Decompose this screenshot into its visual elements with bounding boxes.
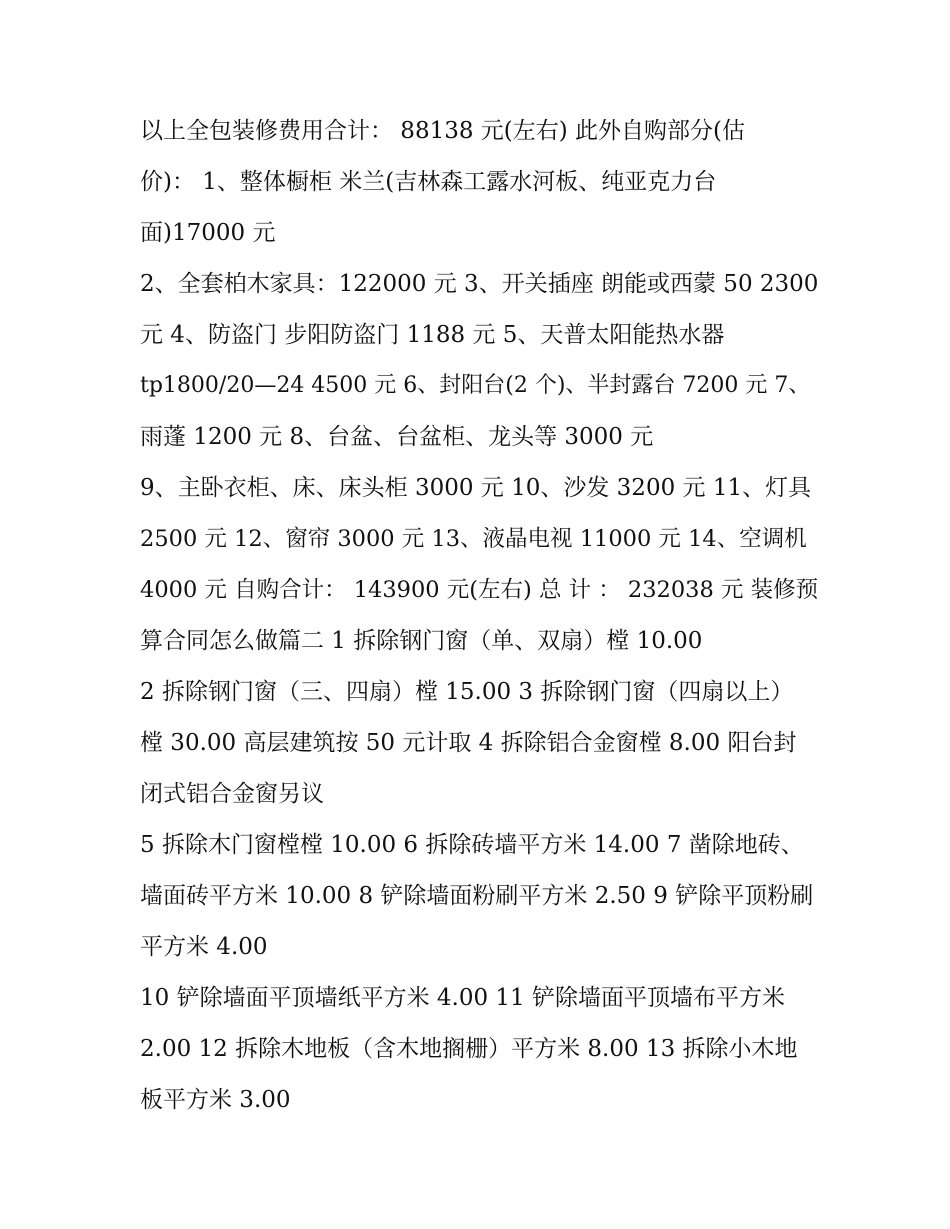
paragraph [140,975,820,1128]
paragraph [140,465,820,669]
text-line: 元 4、防盗门 步阳防盗门 1188 元 5、天普太阳能热水器 [140,322,725,348]
text-line: 5 拆除木门窗樘樘 10.00 6 拆除砖墙平方米 14.00 7 凿除地砖、 [140,832,804,858]
text-line: 4000 元 自购合计： 143900 元(左右) 总 计 ： 232038 元 装修预 [140,577,819,603]
text-line: 面)17000 元 [140,220,276,246]
text-line: 墙面砖平方米 10.00 8 铲除墙面粉刷平方米 2.50 9 铲除平顶粉刷 [140,883,814,909]
document-body [140,108,820,1128]
text-line: 闭式铝合金窗另议 [140,781,324,807]
paragraph [140,822,820,975]
text-line: 以上全包装修费用合计： 88138 元(左右) 此外自购部分(估 [140,118,746,144]
text-line: 樘 30.00 高层建筑按 50 元计取 4 拆除铝合金窗樘 8.00 阳台封 [140,730,797,756]
text-line: 雨蓬 1200 元 8、台盆、台盆柜、龙头等 3000 元 [140,424,654,450]
text-line: 板平方米 3.00 [140,1087,291,1113]
text-line: 2.00 12 拆除木地板（含木地搁栅）平方米 8.00 13 拆除小木地 [140,1036,798,1062]
text-line: 9、主卧衣柜、床、床头柜 3000 元 10、沙发 3200 元 11、灯具 [140,475,812,501]
paragraph [140,669,820,822]
text-line: 10 铲除墙面平顶墙纸平方米 4.00 11 铲除墙面平顶墙布平方米 [140,985,785,1011]
text-line: 平方米 4.00 [140,934,268,960]
text-line: 价)： 1、整体橱柜 米兰(吉林森工露水河板、纯亚克力台 [140,169,717,195]
text-line: 算合同怎么做篇二 1 拆除钢门窗（单、双扇）樘 10.00 [140,628,703,654]
paragraph [140,108,820,261]
text-line: 2、全套柏木家具：122000 元 3、开关插座 朗能或西蒙 50 2300 [140,271,819,297]
text-line: 2500 元 12、窗帘 3000 元 13、液晶电视 11000 元 14、空调机 [140,526,807,552]
text-line: tp1800/20—24 4500 元 6、封阳台(2 个)、半封露台 7200 元 7、 [140,373,811,398]
paragraph [140,261,820,465]
text-line: 2 拆除钢门窗（三、四扇）樘 15.00 3 拆除钢门窗（四扇以上） [140,679,794,705]
